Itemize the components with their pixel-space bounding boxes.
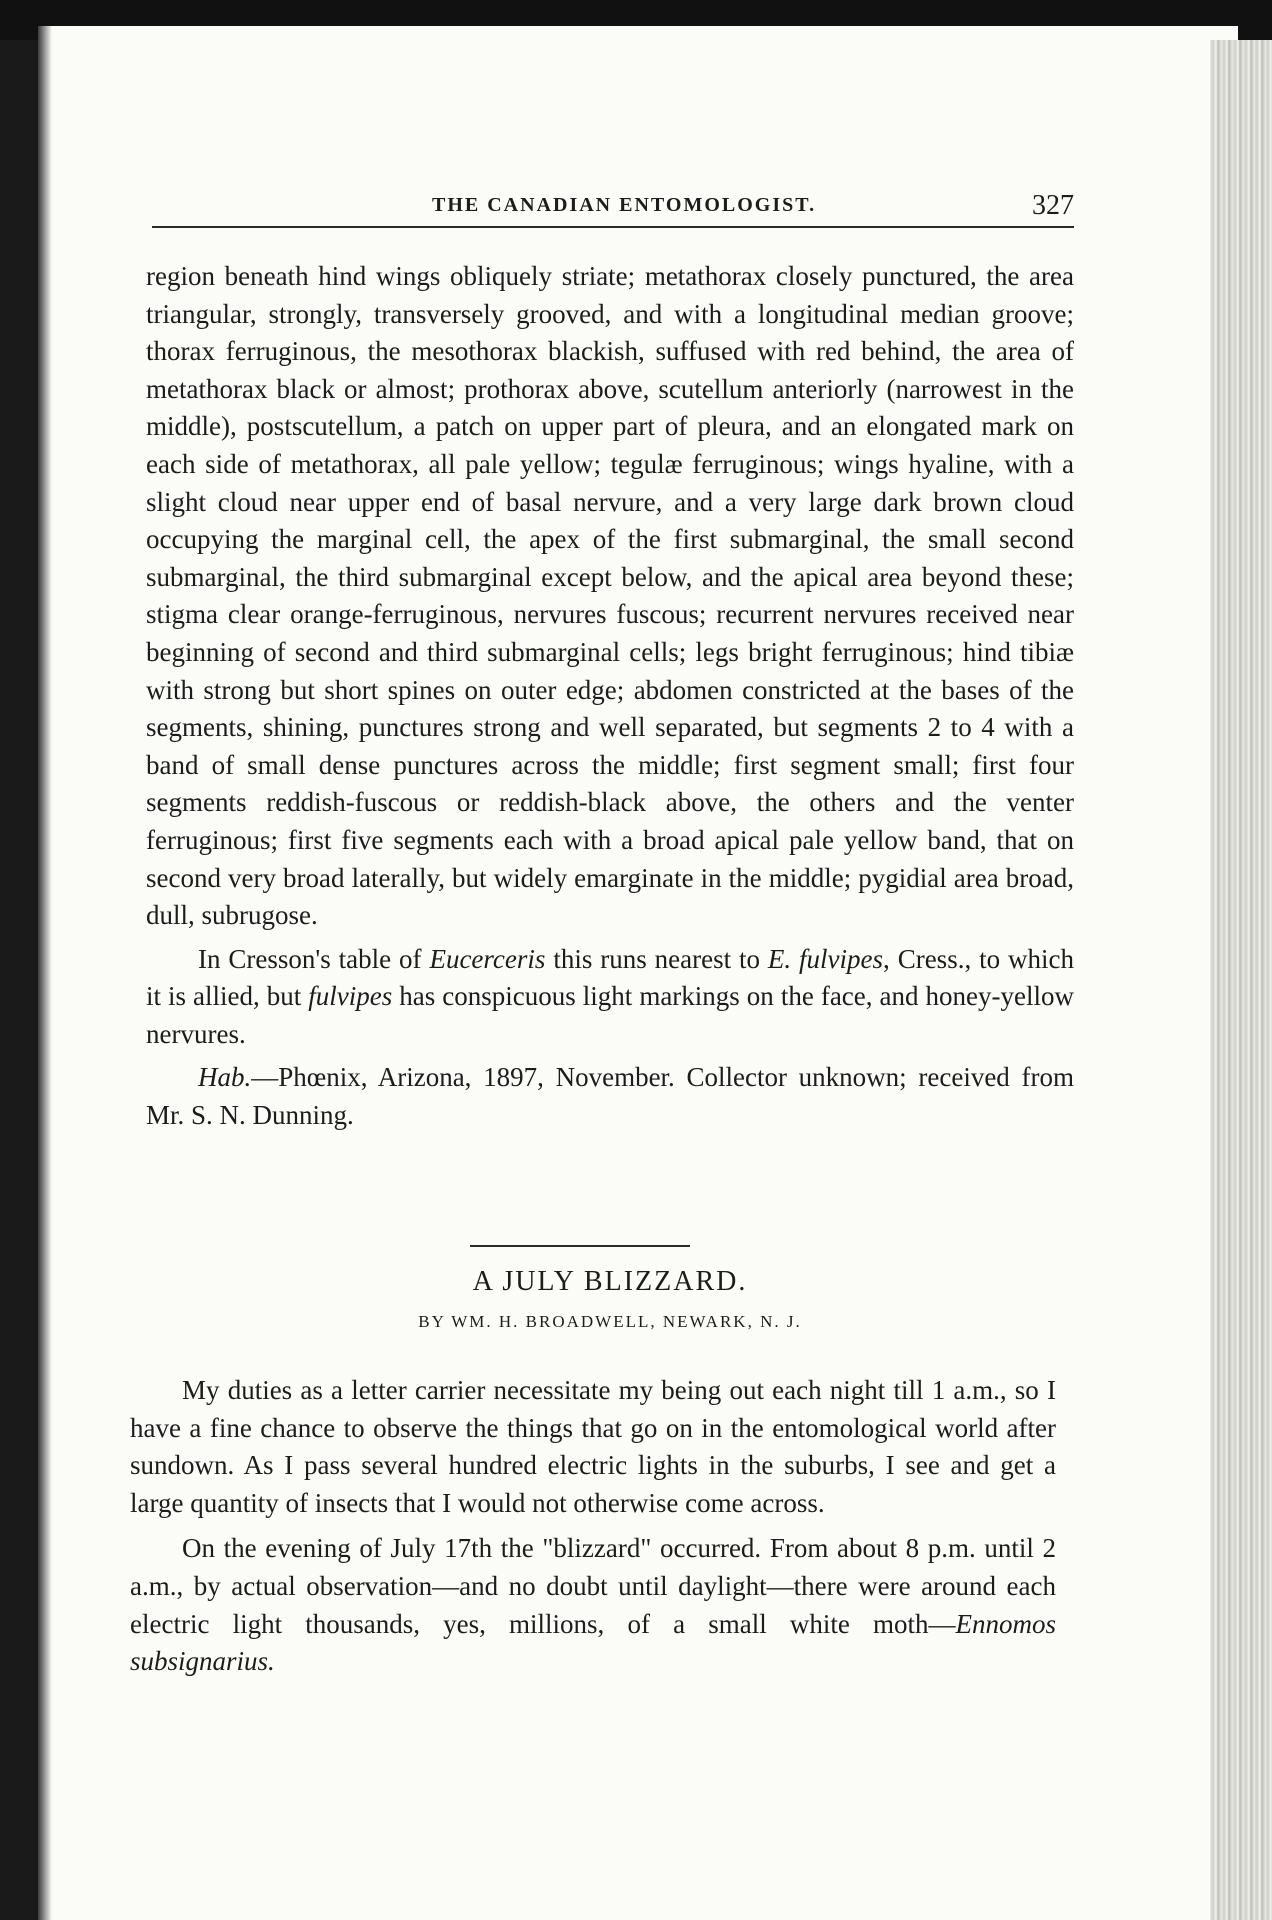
habitat-text: —Phœnix, Arizona, 1897, November. Collector unknown; received from Mr. S. N. Dunning. — [146, 1062, 1074, 1131]
page-number: 327 — [1032, 190, 1074, 221]
species-name: Ennomos subsignarius. — [130, 1608, 1056, 1677]
cresson-paragraph — [146, 941, 1074, 1054]
text-run: On the evening of July 17th the "blizzard" occurred. From about 8 p.m. until 2 a.m., by actual observation—and no doubt until daylight—there were around each electric light thousands, yes, millions, of a small white moth— — [130, 1533, 1056, 1639]
running-header — [152, 188, 1074, 228]
text-run: , Cress., to which it is allied, but — [146, 943, 1074, 1012]
journal-title: THE CANADIAN ENTOMOLOGIST. — [432, 194, 817, 216]
article-body — [130, 1372, 1056, 1681]
header-rule — [152, 226, 1074, 228]
article-paragraph-1: My duties as a letter carrier necessitate my being out each night till 1 a.m., so I have a fine chance to observe the things that go on in the entomological world after sundown. As I pass several hundred electric lights in the suburbs, I see and get a large quantity of insects that I would not otherwise come across. — [130, 1375, 1056, 1518]
species-name: fulvipes — [308, 981, 393, 1012]
page-edges — [1210, 40, 1272, 1920]
article-paragraph-2 — [130, 1530, 1056, 1680]
description-paragraph: region beneath hind wings obliquely striate; metathorax closely punctured, the area triangular, strongly, transversely grooved, and with a longitudinal median groove; thorax ferruginous, the mesothorax blackish, suffused with red behind, the area of metathorax black or almost; prothorax above, scutellum anteriorly (narrowest in the middle), postscutellum, a patch on upper part of pleura, and an elongated mark on each side of metathorax, all pale yellow; tegulæ ferruginous; wings hyaline, with a slight cloud near upper end of basal nervure, and a very large dark brown cloud occupying the marginal cell, the apex of the first submarginal, the small second submarginal, the third submarginal except below, and the apical area beyond these; stigma clear orange-ferruginous, nervures fuscous; recurrent nervures received near beginning of second and third submarginal cells; legs bright ferruginous; hind tibiæ with strong but short spines on outer edge; abdomen constricted at the bases of the segments, shining, punctures strong and well separated, but segments 2 to 4 with a band of small dense punctures across the middle; first segment small; first four segments reddish-fuscous or reddish-black above, the others and the venter ferruginous; first five segments each with a broad apical pale yellow band, that on second very broad laterally, but widely emarginate in the middle; pygidial area broad, dull, subrugose. — [146, 261, 1074, 931]
species-description — [146, 258, 1074, 1135]
text-run: In Cresson's table of — [198, 943, 430, 974]
text-run: this runs nearest to — [545, 943, 768, 974]
section-divider — [470, 1245, 690, 1247]
habitat-paragraph — [146, 1059, 1074, 1134]
text-run: has conspicuous light markings on the face, and honey-yellow nervures. — [146, 981, 1074, 1049]
article-byline: BY WM. H. BROADWELL, NEWARK, N. J. — [418, 1312, 802, 1331]
species-name: E. fulvipes — [767, 943, 884, 974]
article-title: A JULY BLIZZARD. — [472, 1266, 748, 1297]
genus-name: Eucerceris — [429, 943, 546, 974]
page-gutter-shadow — [38, 26, 52, 1920]
habitat-label: Hab. — [198, 1062, 252, 1093]
